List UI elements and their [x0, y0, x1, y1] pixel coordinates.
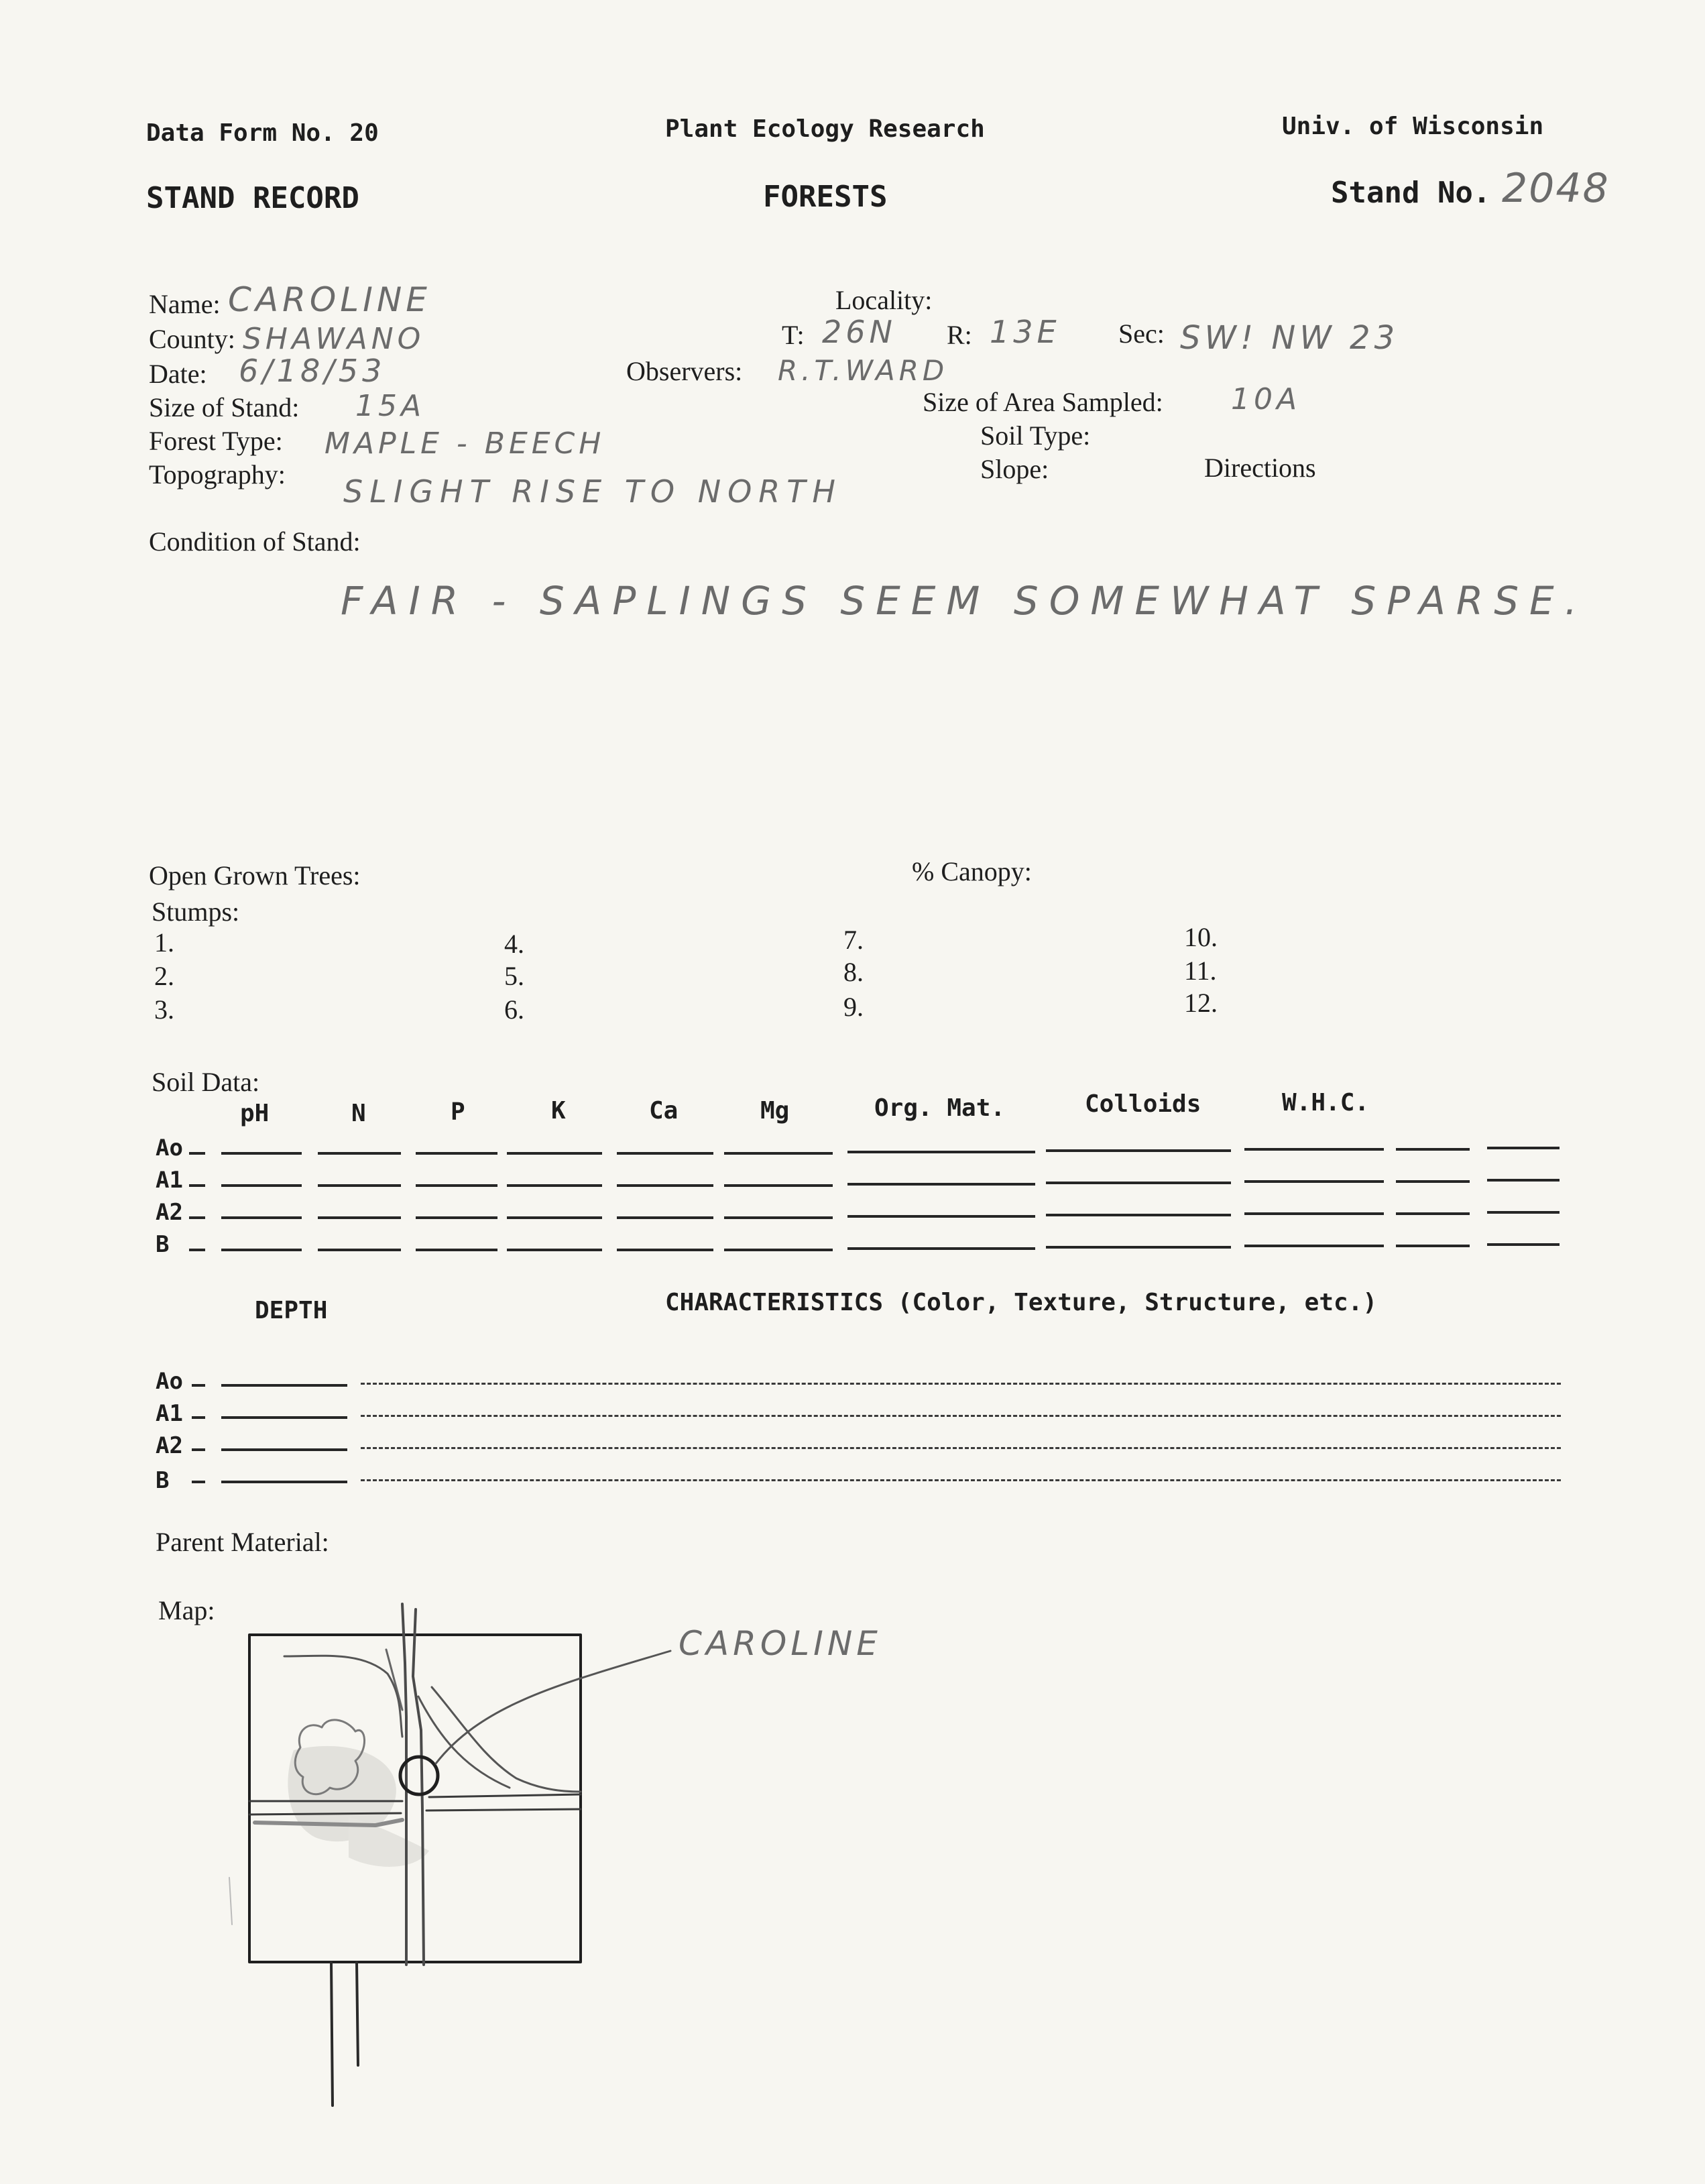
stump-number: 1.	[154, 927, 174, 958]
stump-number: 8.	[843, 957, 864, 987]
stump-number: 6.	[504, 994, 524, 1025]
university: Univ. of Wisconsin	[1282, 113, 1544, 140]
depth-row-label: A1	[156, 1400, 183, 1427]
township-label: T:	[782, 320, 805, 350]
soil-row-label: A1	[156, 1167, 183, 1194]
area-sampled-value: 10A	[1231, 382, 1301, 416]
stump-number: 4.	[504, 929, 524, 959]
stand-no-label: Stand No.	[1331, 176, 1491, 210]
topography-value: SLIGHT RISE TO NORTH	[343, 473, 842, 510]
forest-type-label: Forest Type:	[149, 426, 283, 456]
canopy-label: % Canopy:	[912, 856, 1032, 886]
soil-col-n: N	[351, 1100, 366, 1127]
category: FORESTS	[763, 180, 888, 214]
name-value: CAROLINE	[228, 280, 431, 319]
parent-material-label: Parent Material:	[156, 1527, 329, 1557]
soil-col-colloids: Colloids	[1085, 1090, 1201, 1118]
condition-label: Condition of Stand:	[149, 526, 361, 557]
date-value: 6/18/53	[239, 353, 386, 389]
county-value: SHAWANO	[243, 322, 425, 356]
stump-number: 9.	[843, 992, 864, 1022]
forest-type-value: MAPLE - BEECH	[325, 426, 605, 461]
size-of-stand-value: 15A	[355, 389, 426, 423]
stump-number: 12.	[1184, 988, 1218, 1018]
stand-no-value: 2048	[1502, 165, 1610, 212]
section-value: SW! NW 23	[1180, 319, 1399, 357]
range-value: 13E	[990, 314, 1061, 350]
map-annotation: CAROLINE	[679, 1624, 882, 1663]
stump-number: 11.	[1184, 956, 1217, 986]
soil-type-label: Soil Type:	[980, 420, 1091, 451]
soil-col-ca: Ca	[649, 1097, 679, 1125]
stump-number: 10.	[1184, 922, 1218, 952]
observers-value: R.T.WARD	[778, 354, 949, 387]
stump-number: 5.	[504, 961, 524, 991]
soil-row-label: Ao	[156, 1135, 183, 1161]
locality-label: Locality:	[835, 285, 933, 315]
soil-col-p: P	[451, 1098, 465, 1126]
characteristics-label: CHARACTERISTICS (Color, Texture, Structure, etc.)	[665, 1289, 1378, 1316]
topography-label: Topography:	[149, 459, 286, 490]
record-type: STAND RECORD	[146, 181, 359, 215]
soil-col-org-mat: Org. Mat.	[874, 1094, 1006, 1122]
soil-row-label: B	[156, 1231, 170, 1258]
soil-col-mg: Mg	[760, 1097, 790, 1125]
soil-col-whc: W.H.C.	[1282, 1089, 1370, 1116]
range-label: R:	[947, 320, 972, 350]
form-number: Data Form No. 20	[146, 119, 379, 147]
directions-label: Directions	[1204, 453, 1316, 483]
depth-label: DEPTH	[255, 1297, 328, 1324]
depth-row-label: A2	[156, 1432, 183, 1459]
soil-col-ph: pH	[240, 1100, 270, 1127]
name-label: Name:	[149, 289, 221, 319]
stump-number: 3.	[154, 994, 174, 1025]
open-grown-trees-label: Open Grown Trees:	[149, 860, 361, 890]
date-label: Date:	[149, 359, 207, 389]
map-label: Map:	[158, 1595, 215, 1625]
stump-number: 2.	[154, 961, 174, 991]
area-sampled-label: Size of Area Sampled:	[923, 387, 1163, 417]
organization: Plant Ecology Research	[665, 115, 985, 143]
soil-data-label: Soil Data:	[152, 1067, 260, 1097]
soil-col-k: K	[551, 1097, 566, 1125]
size-of-stand-label: Size of Stand:	[149, 392, 300, 422]
soil-row-label: A2	[156, 1199, 183, 1226]
condition-value: FAIR - SAPLINGS SEEM SOMEWHAT SPARSE.	[341, 578, 1588, 624]
township-value: 26N	[822, 314, 896, 350]
stumps-label: Stumps:	[152, 897, 240, 927]
observers-label: Observers:	[626, 356, 743, 386]
county-label: County:	[149, 324, 235, 354]
section-label: Sec:	[1118, 319, 1165, 349]
stump-number: 7.	[843, 925, 864, 955]
depth-row-label: Ao	[156, 1368, 183, 1395]
slope-label: Slope:	[980, 454, 1049, 484]
depth-row-label: B	[156, 1467, 170, 1494]
